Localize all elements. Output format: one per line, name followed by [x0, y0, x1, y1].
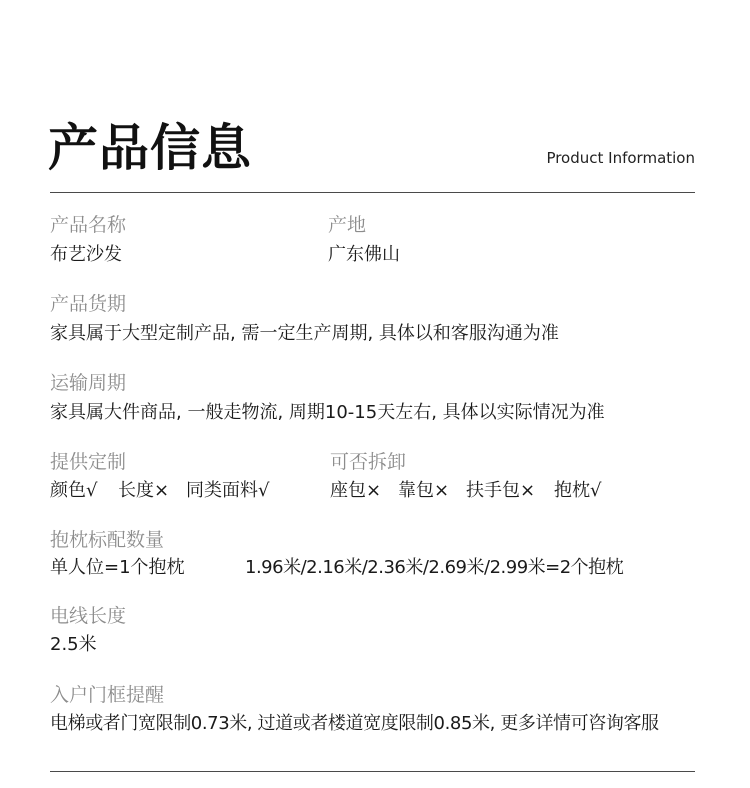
delivery-value: 家具属于大型定制产品, 需一定生产周期, 具体以和客服沟通为准 — [50, 323, 559, 344]
product-name-label: 产品名称 — [50, 214, 127, 236]
page-subtitle: Product Information — [546, 149, 695, 167]
delivery-label: 产品货期 — [50, 293, 127, 315]
custom-option-fabric: 同类面料√ — [186, 480, 270, 501]
page-title: 产品信息 — [48, 119, 252, 177]
origin-value: 广东佛山 — [328, 244, 400, 265]
wire-label: 电线长度 — [50, 605, 127, 627]
custom-label: 提供定制 — [50, 451, 127, 473]
custom-option-color: 颜色√ — [50, 480, 98, 501]
shipping-value: 家具属大件商品, 一般走物流, 周期10-15天左右, 具体以实际情况为准 — [50, 402, 605, 423]
pillows-value-single: 单人位=1个抱枕 — [50, 557, 185, 578]
door-label: 入户门框提醒 — [50, 684, 165, 706]
wire-value: 2.5米 — [50, 634, 97, 655]
door-value: 电梯或者门宽限制0.73米, 过道或者楼道宽度限制0.85米, 更多详情可咨询客服 — [50, 713, 659, 734]
custom-options — [50, 476, 269, 502]
origin-label: 产地 — [328, 214, 367, 236]
removable-label: 可否拆卸 — [330, 451, 407, 473]
pillows-value-sizes: 1.96米/2.16米/2.36米/2.69米/2.99米=2个抱枕 — [245, 557, 624, 578]
removable-options — [330, 476, 601, 502]
top-divider — [50, 192, 695, 193]
product-name-value: 布艺沙发 — [50, 244, 122, 265]
pillows-label: 抱枕标配数量 — [50, 529, 165, 551]
removable-option-back: 靠包× — [398, 480, 450, 501]
shipping-label: 运输周期 — [50, 372, 127, 394]
removable-option-seat: 座包× — [330, 480, 382, 501]
bottom-divider — [50, 771, 695, 772]
removable-option-armrest: 扶手包× — [466, 480, 536, 501]
custom-option-length: 长度× — [118, 480, 170, 501]
removable-option-pillow: 抱枕√ — [554, 480, 602, 501]
